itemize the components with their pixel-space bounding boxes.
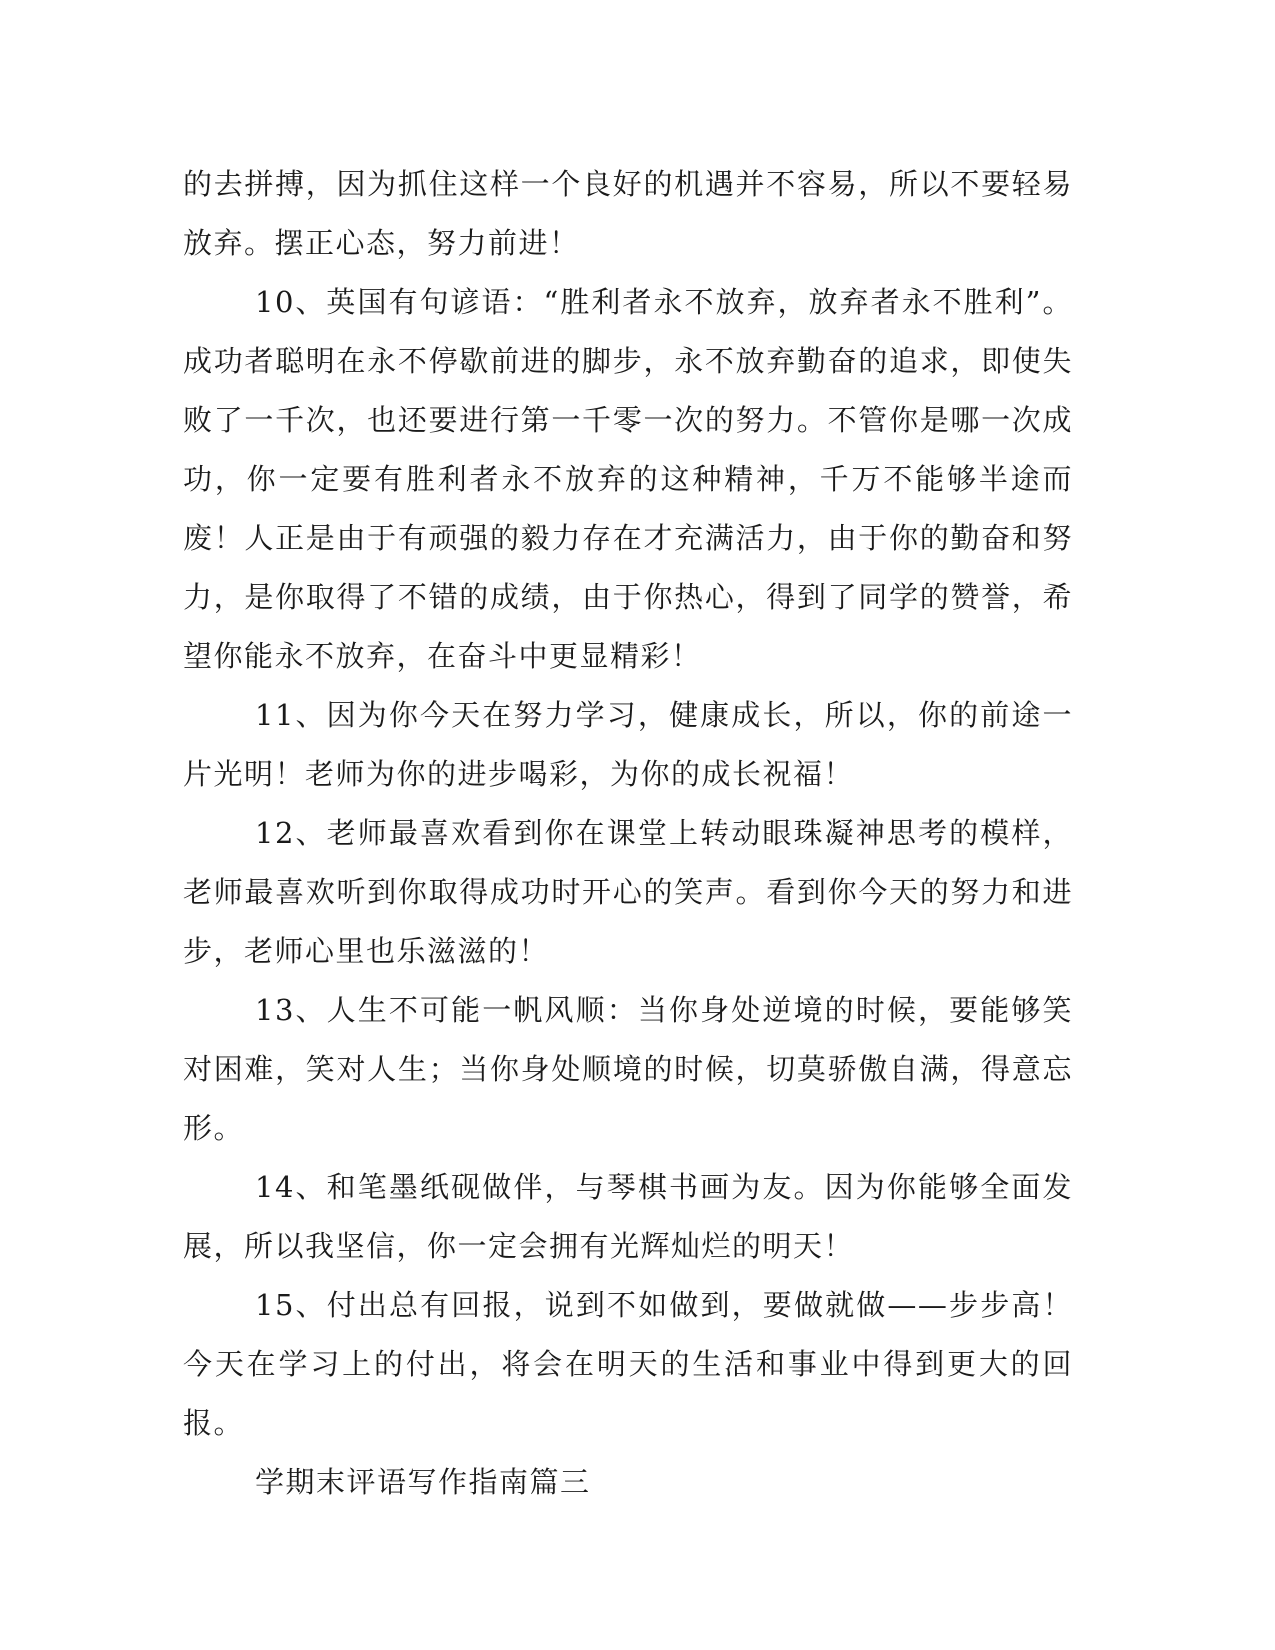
section-heading: 学期末评语写作指南篇三: [255, 1465, 591, 1499]
paragraph-15: 15、付出总有回报，说到不如做到，要做就做——步步高！今天在学习上的付出，将会在明天的生活和事业中得到更大的回报。: [183, 1288, 1073, 1440]
paragraph-12: 12、老师最喜欢看到你在课堂上转动眼珠凝神思考的模样，老师最喜欢听到你取得成功时开心的笑声。看到你今天的努力和进步，老师心里也乐滋滋的！: [183, 816, 1073, 968]
paragraph-9-continued: 的去拼搏，因为抓住这样一个良好的机遇并不容易，所以不要轻易放弃。摆正心态，努力前进！: [183, 167, 1073, 260]
paragraph-13: 13、人生不可能一帆风顺：当你身处逆境的时候，要能够笑对困难，笑对人生；当你身处顺境的时候，切莫骄傲自满，得意忘形。: [183, 993, 1073, 1145]
paragraph-10: 10、英国有句谚语：“胜利者永不放弃，放弃者永不胜利”。成功者聪明在永不停歇前进的脚步，永不放弃勤奋的追求，即使失败了一千次，也还要进行第一千零一次的努力。不管你是哪一次成功，你一定要有胜利者永不放弃的这种精神，千万不能够半途而废！人正是由于有顽强的毅力存在才充满活力，由于你的勤奋和努力，是你取得了不错的成绩，由于你热心，得到了同学的赞誉，希望你能永不放弃，在奋斗中更显精彩！: [183, 285, 1073, 673]
paragraph-14: 14、和笔墨纸砚做伴，与琴棋书画为友。因为你能够全面发展，所以我坚信，你一定会拥有光辉灿烂的明天！: [183, 1170, 1073, 1263]
paragraph-11: 11、因为你今天在努力学习，健康成长，所以，你的前途一片光明！老师为你的进步喝彩，为你的成长祝福！: [183, 698, 1073, 791]
document-body: [183, 155, 1073, 1512]
